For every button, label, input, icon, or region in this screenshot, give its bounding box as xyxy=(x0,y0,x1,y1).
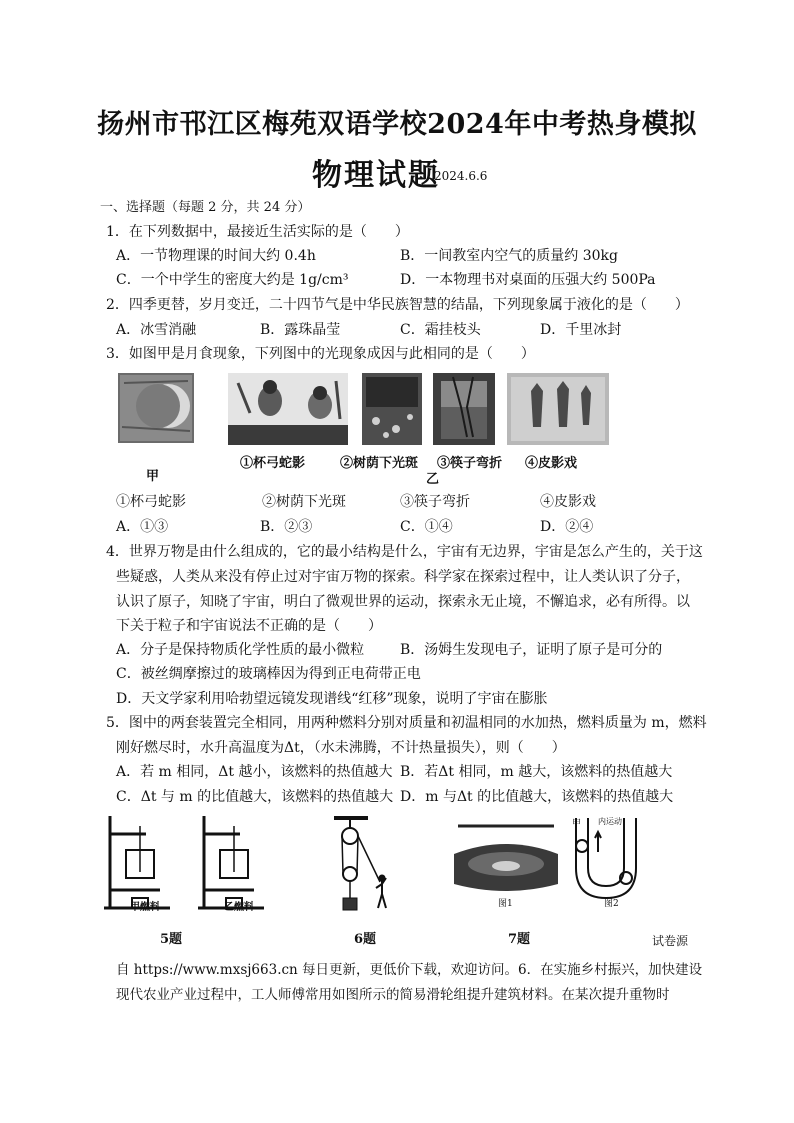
section-heading: 一、选择题（每题 2 分，共 24 分） xyxy=(100,200,311,215)
fig7-label-1: 图1 xyxy=(498,899,513,909)
q3-fig-label-jia: 甲 xyxy=(146,469,160,484)
fig6-pulley-system xyxy=(328,812,398,922)
q3-item-3: ③筷子弯折 xyxy=(400,494,470,510)
q3-stem: 3．如图甲是月食现象，下列图中的光现象成因与此相同的是（ ） xyxy=(106,346,535,362)
lunar-eclipse-photo xyxy=(118,373,194,443)
exam-date: 2024.6.6 xyxy=(434,169,488,183)
q1-option-b: B．一间教室内空气的质量约 30kg xyxy=(400,248,618,264)
q2-option-a: A．冰雪消融 xyxy=(116,322,197,338)
q3-item-4: ④皮影戏 xyxy=(540,494,596,510)
fig6-caption: 6题 xyxy=(354,932,377,947)
q5-option-d: D．m 与Δt 的比值越大，该燃料的热值越大 xyxy=(400,789,674,805)
fig5-label-right: 乙燃料 xyxy=(224,902,254,913)
q5-option-c: C．Δt 与 m 的比值越大，该燃料的热值越大 xyxy=(116,789,394,805)
fig7-label-track: 内运动 xyxy=(598,817,622,826)
footer-line-1: 自 https://www.mxsj663.cn 每日更新，更低价下载，欢迎访问。6．在实施乡村振兴，加快建设 xyxy=(116,962,703,978)
q5-option-a: A．若 m 相同，Δt 越小，该燃料的热值越大 xyxy=(116,764,393,780)
bent-chopsticks-image xyxy=(433,373,495,445)
q5-line-2: 刚好燃尽时，水升高温度为Δt，（水未沸腾，不计热量损失），则（ ） xyxy=(116,740,566,756)
q2-option-b: B．露珠晶莹 xyxy=(260,322,341,338)
q1-stem: 1．在下列数据中，最接近生活实际的是（ ） xyxy=(106,224,409,240)
fig5-label-left: 甲燃料 xyxy=(130,902,160,913)
fig5-heating-setups xyxy=(100,812,290,922)
subject-title: 物理试题 xyxy=(312,158,440,193)
school-title: 扬州市邗江区梅苑双语学校2024年中考热身模拟 xyxy=(97,109,697,140)
q3-option-c: C．①④ xyxy=(400,519,453,535)
q4-option-b: B．汤姆生发现电子，证明了原子是可分的 xyxy=(400,642,663,658)
q4-option-c: C．被丝绸摩擦过的玻璃棒因为得到正电荷带正电 xyxy=(116,666,421,682)
q3-item-1: ①杯弓蛇影 xyxy=(116,494,186,510)
q4-line-2: 些疑惑，人类从来没有停止过对宇宙万物的探索。科学家在探索过程中，让人类认识了分子， xyxy=(116,569,690,585)
tree-shade-image xyxy=(362,373,422,445)
q5-line-1: 5．图中的两套装置完全相同，用两种燃料分别对质量和初温相同的水加热，燃料质量为 m，燃料 xyxy=(106,715,707,731)
q4-option-a: A．分子是保持物质化学性质的最小微粒 xyxy=(116,642,365,658)
q3-option-a: A．①③ xyxy=(116,519,169,535)
q2-option-c: C．霜挂枝头 xyxy=(400,322,481,338)
fig7-image-1 xyxy=(448,814,564,898)
q2-stem: 2．四季更替，岁月变迁，二十四节气是中华民族智慧的结晶，下列现象属于液化的是（ ） xyxy=(106,297,689,313)
fig7-label-jia: 甲 xyxy=(572,819,582,829)
q5-option-b: B．若Δt 相同，m 越大，该燃料的热值越大 xyxy=(400,764,673,780)
cup-snake-image xyxy=(228,373,348,445)
q4-line-4: 下关于粒子和宇宙说法不正确的是（ ） xyxy=(116,618,382,634)
q3-fig-caption-4: ④皮影戏 xyxy=(525,456,578,471)
q3-fig-caption-2: ②树荫下光斑 xyxy=(340,456,419,471)
q3-fig-caption-1: ①杯弓蛇影 xyxy=(240,456,306,471)
q4-line-1: 4．世界万物是由什么组成的，它的最小结构是什么，宇宙有无边界，宇宙是怎么产生的，关于这 xyxy=(106,544,703,560)
fig7-label-2: 图2 xyxy=(604,899,619,909)
q3-item-2: ②树荫下光斑 xyxy=(262,494,346,510)
q1-option-c: C．一个中学生的密度大约是 1g/cm³ xyxy=(116,272,349,288)
q3-option-b: B．②③ xyxy=(260,519,313,535)
q2-option-d: D．千里冰封 xyxy=(540,322,622,338)
footer-line-2: 现代农业产业过程中，工人师傅常用如图所示的简易滑轮组提升建筑材料。在某次提升重物时 xyxy=(116,987,670,1003)
q1-option-a: A．一节物理课的时间大约 0.4h xyxy=(116,248,316,264)
q4-option-d: D．天文学家利用哈勃望远镜发现谱线“红移”现象，说明了宇宙在膨胀 xyxy=(116,691,548,707)
q1-option-d: D．一本物理书对桌面的压强大约 500Pa xyxy=(400,272,656,288)
fig5-caption: 5题 xyxy=(160,932,183,947)
q4-line-3: 认识了原子，知晓了宇宙，明白了微观世界的运动，探索永无止境，不懈追求，必有所得。以 xyxy=(116,594,690,610)
shadow-play-image xyxy=(507,373,609,445)
q3-fig-caption-3: ③筷子弯折 xyxy=(437,456,503,471)
fig7-caption: 7题 xyxy=(508,932,531,947)
q3-option-d: D．②④ xyxy=(540,519,594,535)
watermark-text: 试卷源 xyxy=(652,934,689,948)
q3-fig-label-yi: 乙 xyxy=(426,472,440,487)
